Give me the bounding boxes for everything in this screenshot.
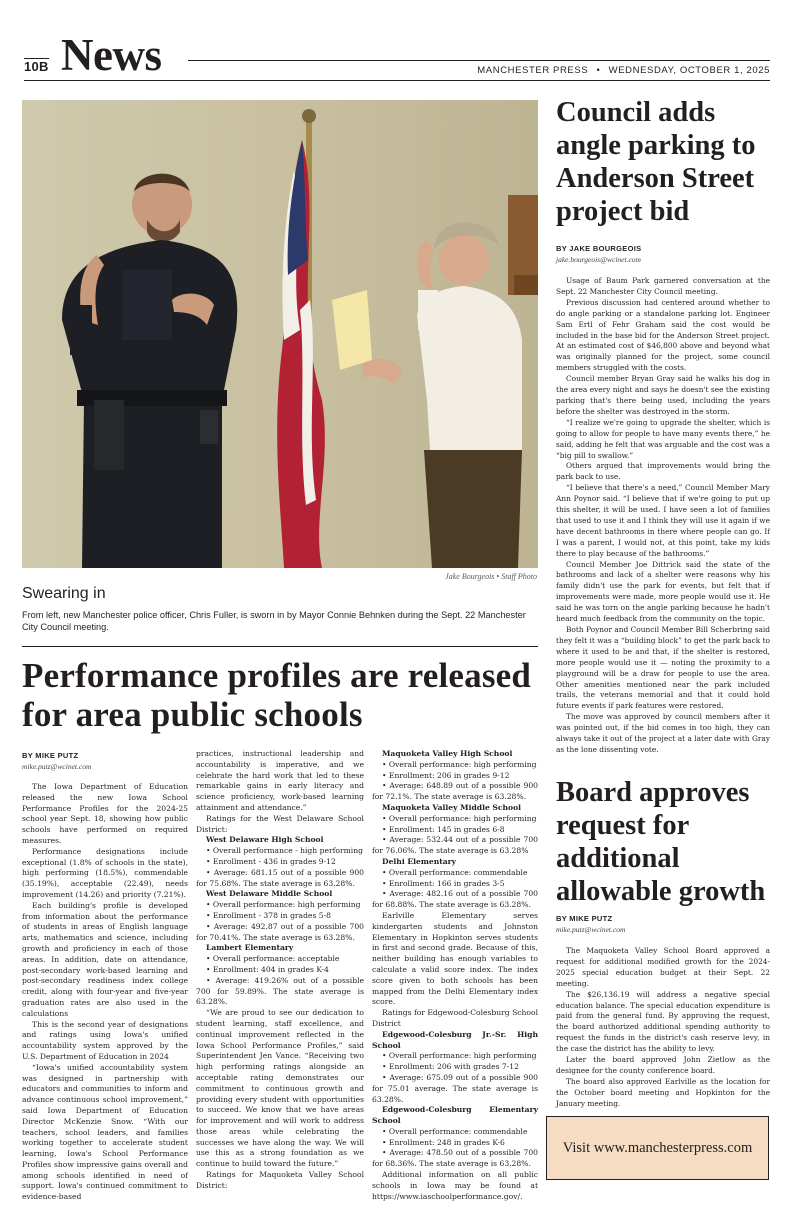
board-byline: BY MIKE PUTZ — [556, 914, 613, 923]
masthead-info — [477, 65, 770, 76]
website-promo-box[interactable] — [546, 1116, 769, 1180]
district-heading: Ratings for Edgewood-Colesburg School District — [372, 1008, 538, 1028]
council-headline: Council adds angle parking to Anderson Street project bid — [556, 97, 756, 227]
board-body — [556, 946, 770, 1110]
school-overall: • Overall performance: commendable — [372, 868, 538, 879]
school-name: Maquoketa Valley High School — [382, 749, 513, 758]
school-average: • Average: 492.87 out of a possible 700 for 70.41%. The state average is 63.28%. — [196, 922, 364, 944]
school-overall: • Overall performance: high performing — [372, 814, 538, 825]
school-enrollment: • Enrollment: 404 in grades K-4 — [196, 965, 364, 976]
school-overall: • Overall performance: high performing — [372, 1051, 538, 1062]
school-enrollment: • Enrollment: 166 in grades 3-5 — [372, 879, 538, 890]
website-promo-text[interactable]: Visit www.manchesterpress.com — [562, 1139, 753, 1156]
paragraph: Council Member Joe Dittrick said the state of the bathrooms and lack of a shelter were reasons why his family didn't use the park for events, but felt that if improvements were made, more people would use it. He said he was torn on the angle parking because he hadn't heard much feedback from the community on the topic. — [556, 559, 770, 624]
swearing-in-photo — [22, 100, 538, 568]
school-overall: • Overall performance: high performing — [196, 900, 364, 911]
paragraph: “Iowa's unified accountability system was designed in partnership with educators and communities to inform and advance continuous school improvement,” said Iowa Department of Education Director McKenzie Snow. “With our teachers, school leaders, and families working together to accelerate student learning, Iowa's School Performance Profiles show impressive gains overall and among schools identified in need of support. Iowa's continued commitment to evidence-based — [22, 1062, 188, 1202]
page-number: 10B — [24, 59, 49, 74]
paragraph: The move was approved by council members after it was pointed out, if the bid comes in too high, they can always take it out of the project at a later date with Gray as the lone dissenting vote. — [556, 712, 770, 754]
school-enrollment: • Enrollment - 378 in grades 5-8 — [196, 911, 364, 922]
schools-byline: BY MIKE PUTZ — [22, 751, 79, 760]
cutline-text: From left, new Manchester police officer, Chris Fuller, is sworn in by Mayor Connie Behnken during the Sept. 22 Manchester City Council meeting. — [22, 610, 526, 632]
paragraph: The Maquoketa Valley School Board approved a request for additional modified growth for the 2024-2025 special education budget at their Sept. 22 meeting. — [556, 946, 770, 988]
school-name: Delhi Elementary — [382, 856, 457, 866]
school-name: Edgewood-Colesburg Jr.-Sr. High School — [372, 1029, 538, 1050]
school-name: Maquoketa Valley Middle School — [382, 802, 522, 812]
board-headline: Board approves request for additional allowable growth — [556, 777, 766, 907]
paragraph: “We are proud to see our dedication to student learning, staff excellence, and continual improvement reflected in the Iowa School Performance Profiles,” said Superintendent Jen Vance. “Receiving two high performing ratings alongside an acceptable rating demonstrates our commitment to continuous growth and providing every student with opportunities to succeed. We know that we have areas for improvement and will work to address those areas while celebrating the successes we have along the way. We will use this as a strong foundation as we continue to build toward the future.” — [196, 1008, 364, 1169]
paragraph: The $26,136.19 will address a negative special education balance. The special education expenditure is paid from the general fund. By approving the request, the board authorized additional spending authority to request the funds in the district's cash reserve levy, in the case the district has the ability to levy. — [556, 989, 770, 1054]
school-name: West Delaware High School — [206, 835, 324, 845]
paragraph: Previous discussion had centered around whether to do angle parking or a standalone parking lot. Engineer Sam Ertl of Fehr Graham said the cost would be included in the base bid for the Anderson Street project. At an estimated cost of $46,800 above and beyond what was originally planned for the project, some council members struggled with the costs. — [556, 297, 770, 373]
section-title: News — [61, 30, 162, 80]
school-name: Edgewood-Colesburg Elementary School — [372, 1105, 538, 1126]
paragraph: Council member Bryan Gray said he walks his dog in the area every night and says he doesn't see the existing parking that's there being used, including the years before the shelter was destroyed in the storm. — [556, 374, 770, 416]
school-enrollment: • Enrollment: 145 in grades 6-8 — [372, 825, 538, 836]
paragraph: Performance designations include exceptional (1.8% of schools in the state), high performing (18.5%), commendable (35.19%), acceptable (22.49), needs improvement (14.26) and priority (7.21%). — [22, 846, 188, 899]
paragraph: Others argued that improvements would bring the park back to use. — [556, 461, 770, 482]
school-overall: • Overall performance: commendable — [372, 1127, 538, 1138]
paragraph: “I realize we're going to upgrade the shelter, which is going to allow for people to have many events there,” he said, adding he felt that was arguable and the cost was a “big pill to swallow.” — [556, 417, 771, 460]
paragraph: The board also approved Earlville as the location for the October board meeting and Hopkinton for the January meeting. — [556, 1076, 770, 1108]
school-average: • Average: 532.44 out of a possible 700 for 76.06%. The state average is 63.28% — [372, 835, 538, 857]
school-average: • Average: 478.50 out of a possible 700 for 68.36%. The state average is 63.28%. — [372, 1148, 538, 1170]
schools-headline: Performance profiles are released for area public schools — [22, 656, 532, 734]
paragraph: This is the second year of designations and ratings using Iowa's unified accountability system approved by the U.S. Department of Education in 2024 — [22, 1019, 188, 1061]
school-average: • Average: 648.89 out of a possible 900 for 72.1%. The state average is 63.28%. — [372, 781, 538, 803]
paragraph: Earlville Elementary serves kindergarten students and Johnston Elementary in Hopkinton serves students in first and second grade. Because of this, neither building has enough variables to calculate a valid score index. The index score given to both schools has been mapped from the Delhi Elementary index score. — [372, 910, 538, 1007]
schools-column-3 — [372, 749, 538, 1202]
paragraph: “I believe that there's a need,” Council Member Mary Ann Poynor said. “I believe that if we're going to put up this shelter, it will be used. I have seen a lot of families that used to use it and I think they will use it again if we have decent bathrooms in there where people can go. If I was a parent, I would not, at this point, take my kids there to play because of the bathrooms.” — [556, 483, 770, 558]
council-byline-email[interactable]: jake.bourgeois@wcinet.com — [556, 255, 641, 264]
cutline-title: Swearing in — [22, 585, 106, 602]
paragraph: Each building's profile is developed from information about the performance of students in areas of English language arts, mathematics and science, including growth and proficiency in each of those areas. In addition, date on attendance, post-secondary work-based learning and post-secondary readiness index college credit, along with four-year and five-year graduation rates are also used in the calculations — [22, 900, 188, 1018]
page-masthead — [24, 32, 770, 82]
school-name: West Delaware Middle School — [206, 889, 333, 899]
council-body — [556, 276, 770, 756]
school-name: Lambert Elementary — [206, 943, 294, 953]
school-overall: • Overall performance: acceptable — [196, 954, 364, 965]
board-byline-email[interactable]: mike.putz@wcinet.com — [556, 925, 626, 934]
paragraph: The Iowa Department of Education released the new Iowa School Performance Profiles for the 2024-25 school year Sept. 18, showing how public schools have performed on required measures. — [22, 782, 188, 845]
school-enrollment: • Enrollment: 206 with grades 7-12 — [372, 1062, 538, 1073]
schools-column-2 — [196, 749, 364, 1192]
district-heading: Ratings for Maquoketa Valley School District: — [196, 1170, 364, 1190]
school-average: • Average: 482.16 out of a possible 700 for 68.88%. The state average is 63.28%. — [372, 889, 538, 911]
paragraph: Both Poynor and Council Member Bill Scherbring said they felt it was a “building block” to get the park back to where it used to be and that, if the shelter is restored, more people would use it — noting the proximity to a playground will be a draw for people to use the area. Other amenities mentioned near the park included trails, the veterans memorial and that it could hold future events if park features were restored. — [556, 625, 770, 711]
school-enrollment: • Enrollment: 206 in grades 9-12 — [372, 771, 538, 782]
story-divider — [22, 646, 538, 647]
school-overall: • Overall performance: high performing — [372, 760, 538, 771]
school-average: • Average: 681.15 out of a possible 900 for 75.68%. The state average is 63.28%. — [196, 868, 364, 890]
photo-credit: Jake Bourgeois • Staff Photo — [445, 572, 537, 581]
issue-date: WEDNESDAY, OCTOBER 1, 2025 — [608, 65, 770, 76]
council-byline: BY JAKE BOURGEOIS — [556, 244, 642, 253]
school-overall: • Overall performance - high performing — [196, 846, 364, 857]
school-enrollment: • Enrollment - 436 in grades 9-12 — [196, 857, 364, 868]
school-average: • Average: 419.26% out of a possible 700 for 59.89%. The state average is 63.28%. — [196, 976, 364, 1008]
district-heading: Ratings for the West Delaware School District: — [196, 813, 364, 834]
separator-bullet: • — [596, 65, 601, 76]
schools-column-1 — [22, 782, 188, 1203]
school-average: • Average: 675.09 out of a possible 900 for 75.01 average. The state average is 63.28%. — [372, 1073, 538, 1105]
schools-byline-email[interactable]: mike.putz@wcinet.com — [22, 762, 92, 771]
photo-illustration — [22, 100, 538, 568]
masthead-rule — [188, 60, 770, 61]
masthead-rule-bottom — [24, 80, 770, 81]
paragraph: practices, instructional leadership and accountability is imperative, and we celebrate the hard work that led to these remarkable gains in early literacy and science proficiency, work-based learning attainment and attendance.” — [196, 749, 364, 812]
publication-name: MANCHESTER PRESS — [477, 65, 589, 76]
paragraph: Later the board approved John Zietlow as the designee for the county conference board. — [556, 1055, 770, 1075]
paragraph: Additional information on all public schools in Iowa may be found at https://www.iaschoolperformance.gov/. — [372, 1170, 538, 1201]
school-enrollment: • Enrollment: 248 in grades K-6 — [372, 1138, 538, 1149]
paragraph: Usage of Baum Park garnered conversation at the Sept. 22 Manchester City Council meeting. — [556, 276, 770, 296]
